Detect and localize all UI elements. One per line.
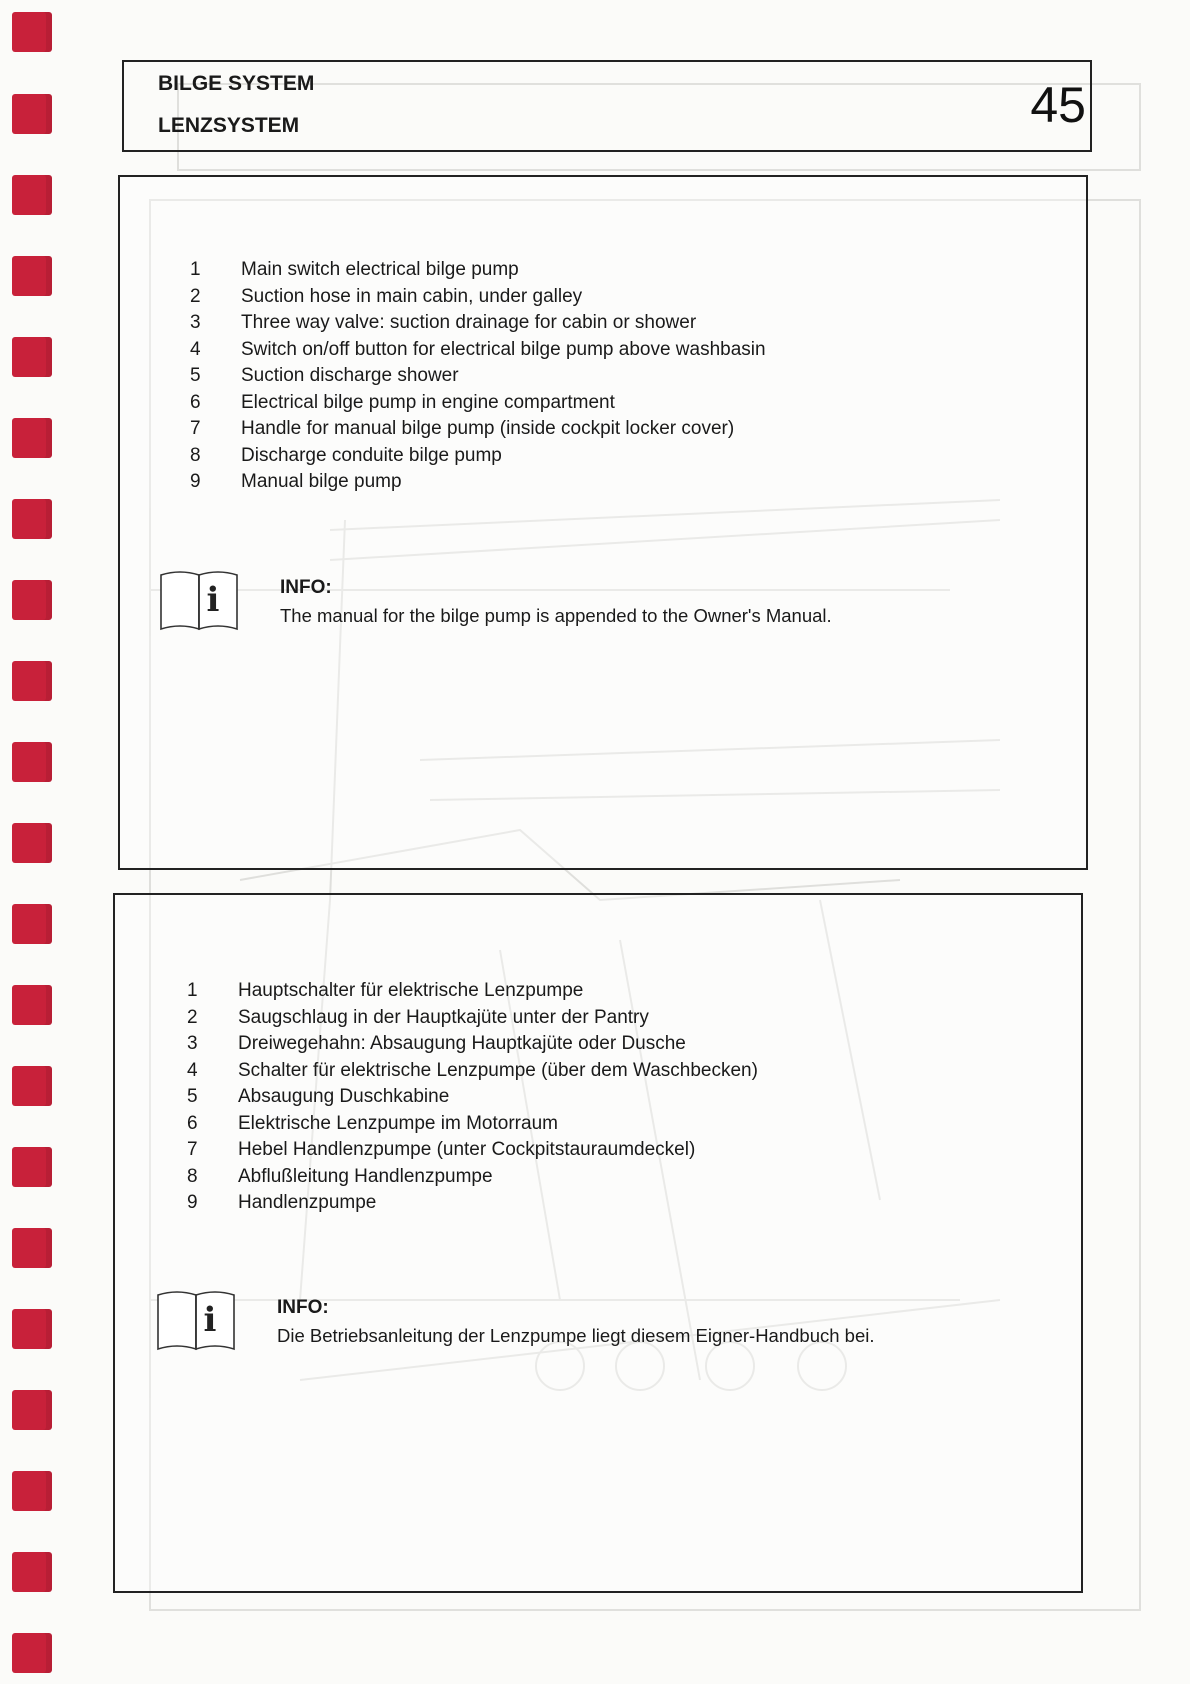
item-number: 2 xyxy=(190,285,201,307)
item-text: Saugschlaug in der Hauptkajüte unter der Pantry xyxy=(238,1006,649,1028)
binding-hole xyxy=(12,1471,52,1511)
item-text: Handle for manual bilge pump (inside cockpit locker cover) xyxy=(241,418,735,439)
binding-hole xyxy=(12,418,52,458)
item-number: 2 xyxy=(187,1006,198,1028)
item-text: Main switch electrical bilge pump xyxy=(241,259,519,280)
item-number: 3 xyxy=(190,312,201,333)
item-text: Dreiwegehahn: Absaugung Hauptkajüte oder Dusche xyxy=(238,1033,686,1054)
binding-hole xyxy=(12,904,52,944)
item-text: Absaugung Duschkabine xyxy=(238,1086,450,1107)
item-number: 8 xyxy=(187,1165,198,1187)
binding-hole xyxy=(12,823,52,863)
item-number: 7 xyxy=(190,418,201,439)
item-number: 5 xyxy=(187,1086,198,1107)
info-book-icon xyxy=(155,1287,237,1351)
svg-text:i: i xyxy=(206,580,220,620)
binding-hole xyxy=(12,1066,52,1106)
item-number: 8 xyxy=(190,444,201,466)
binding-hole xyxy=(12,742,52,782)
page-number-box xyxy=(1010,70,1096,156)
section-title-english: BILGE SYSTEM xyxy=(158,72,315,95)
binding-hole xyxy=(12,1147,52,1187)
binding-hole xyxy=(12,661,52,701)
binding-strip xyxy=(0,0,60,1684)
item-text: Electrical bilge pump in engine compartment xyxy=(241,391,615,413)
item-text: Suction hose in main cabin, under galley xyxy=(241,285,583,307)
binding-hole xyxy=(12,985,52,1025)
english-legend-panel xyxy=(118,175,1088,870)
item-number: 4 xyxy=(190,338,201,360)
item-text: Elektrische Lenzpumpe im Motorraum xyxy=(238,1112,558,1134)
info-book-icon xyxy=(158,567,240,631)
binding-hole xyxy=(12,1390,52,1430)
item-text: Hebel Handlenzpumpe (unter Cockpitstauraumdeckel) xyxy=(238,1139,696,1160)
binding-hole xyxy=(12,1228,52,1268)
binding-hole xyxy=(12,499,52,539)
item-text: Three way valve: suction drainage for cabin or shower xyxy=(241,312,697,333)
item-text: Handlenzpumpe xyxy=(238,1192,377,1213)
item-text: Abflußleitung Handlenzpumpe xyxy=(238,1165,493,1187)
item-number: 1 xyxy=(190,259,201,280)
page-header xyxy=(122,60,1092,152)
item-number: 7 xyxy=(187,1139,198,1160)
page-number: 45 xyxy=(1030,77,1086,133)
item-text: Schalter für elektrische Lenzpumpe (über dem Waschbecken) xyxy=(238,1059,758,1081)
item-number: 9 xyxy=(187,1192,198,1213)
item-text: Switch on/off button for electrical bilge pump above washbasin xyxy=(241,338,766,360)
item-number: 6 xyxy=(190,391,201,413)
item-number: 6 xyxy=(187,1112,198,1134)
binding-hole xyxy=(12,256,52,296)
item-number: 9 xyxy=(190,471,201,492)
item-number: 3 xyxy=(187,1033,198,1054)
binding-hole xyxy=(12,337,52,377)
binding-hole xyxy=(12,1552,52,1592)
info-text: The manual for the bilge pump is appended to the Owner's Manual. xyxy=(280,605,832,626)
section-title-german: LENZSYSTEM xyxy=(158,114,300,137)
binding-hole xyxy=(12,12,52,52)
info-text: Die Betriebsanleitung der Lenzpumpe liegt diesem Eigner-Handbuch bei. xyxy=(277,1325,875,1346)
binding-hole xyxy=(12,1633,52,1673)
item-text: Suction discharge shower xyxy=(241,365,459,386)
item-text: Manual bilge pump xyxy=(241,471,402,492)
item-number: 4 xyxy=(187,1059,198,1081)
info-title: INFO: xyxy=(277,1297,329,1318)
item-number: 1 xyxy=(187,980,198,1001)
binding-hole xyxy=(12,175,52,215)
svg-text:i: i xyxy=(203,1300,217,1340)
item-text: Hauptschalter für elektrische Lenzpumpe xyxy=(238,980,584,1001)
binding-hole xyxy=(12,94,52,134)
german-legend-panel xyxy=(113,893,1083,1593)
item-number: 5 xyxy=(190,365,201,386)
binding-hole xyxy=(12,1309,52,1349)
item-text: Discharge conduite bilge pump xyxy=(241,444,502,466)
info-title: INFO: xyxy=(280,577,332,598)
binding-hole xyxy=(12,580,52,620)
